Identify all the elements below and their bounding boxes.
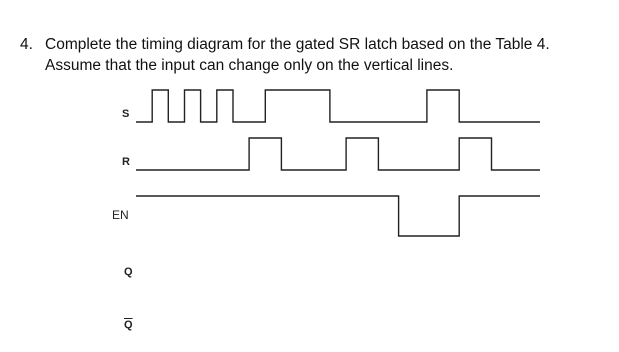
waveform-en: [136, 196, 540, 236]
label-q-bar-text: $\overline{Q}$: [124, 319, 133, 331]
waveform-r: [136, 138, 540, 170]
label-s: S: [122, 108, 130, 120]
question-line-1-text: Complete the timing diagram for the gated SR latch based on the Table 4.: [45, 36, 550, 53]
label-en: EN: [112, 208, 129, 222]
label-q: Q: [124, 266, 133, 278]
question-number: 4.: [20, 36, 33, 53]
label-r: R: [122, 156, 130, 168]
waveform-s: [136, 90, 540, 122]
question-line-2: Assume that the input can change only on the vertical lines.: [45, 57, 454, 74]
